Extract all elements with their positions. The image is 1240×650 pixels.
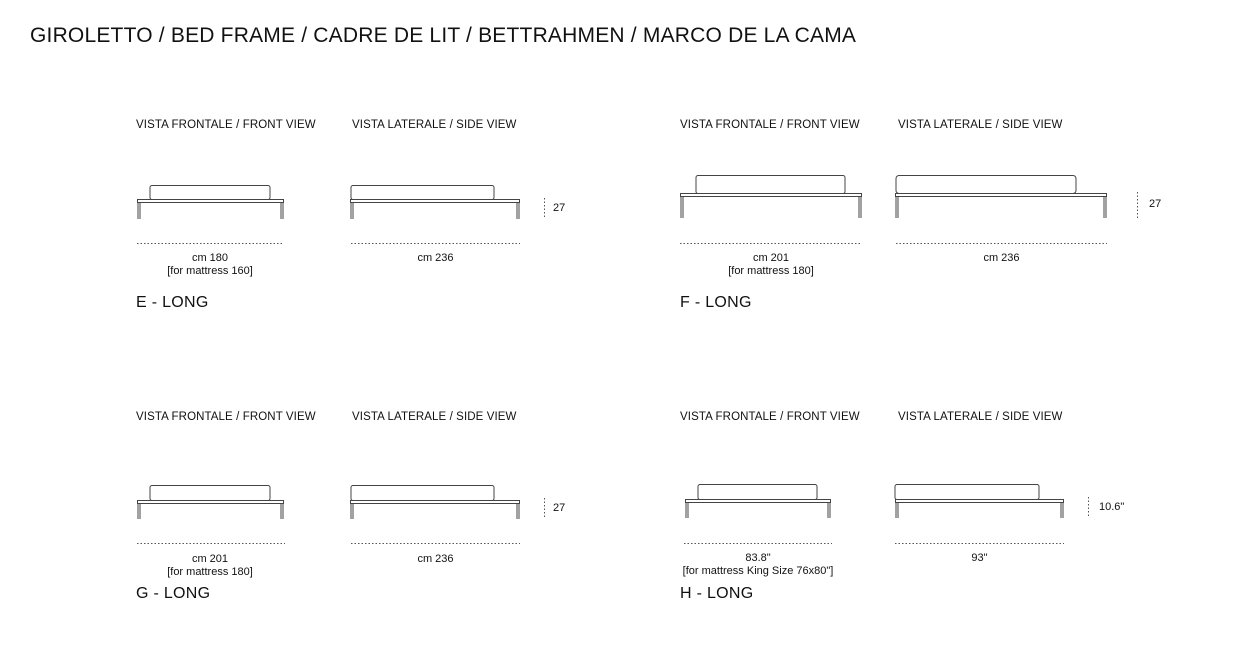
mattress-shape <box>895 485 1039 500</box>
model-name: E - LONG <box>136 294 209 311</box>
height-value: 27 <box>1149 198 1162 210</box>
length-value: 93" <box>971 552 988 564</box>
front-view-label: VISTA FRONTALE / FRONT VIEW <box>136 119 316 131</box>
length-value: cm 236 <box>983 252 1020 264</box>
width-line-2: [for mattress 180] <box>167 566 253 578</box>
front-view-label: VISTA FRONTALE / FRONT VIEW <box>680 411 860 423</box>
length-value: cm 236 <box>417 553 454 565</box>
model-name: F - LONG <box>680 294 752 311</box>
width-line-2: [for mattress 180] <box>728 265 814 277</box>
width-line-2: [for mattress 160] <box>167 265 253 277</box>
width-value <box>668 552 848 578</box>
width-line-1: cm 201 <box>191 553 229 565</box>
model-name: G - LONG <box>136 585 211 602</box>
side-view-label: VISTA LATERALE / SIDE VIEW <box>352 411 517 423</box>
width-line-1: cm 180 <box>191 252 229 264</box>
model-name: H - LONG <box>680 585 754 602</box>
height-value: 27 <box>553 502 566 514</box>
page-title: GIROLETTO / BED FRAME / CADRE DE LIT / BETTRAHMEN / MARCO DE LA CAMA <box>30 24 857 47</box>
length-value: cm 236 <box>417 252 454 264</box>
side-view-label: VISTA LATERALE / SIDE VIEW <box>898 411 1063 423</box>
width-line-2: [for mattress King Size 76x80"] <box>682 565 834 577</box>
front-view-label: VISTA FRONTALE / FRONT VIEW <box>136 411 316 423</box>
frame-top <box>896 500 1064 503</box>
front-view-label: VISTA FRONTALE / FRONT VIEW <box>680 119 860 131</box>
side-view-label: VISTA LATERALE / SIDE VIEW <box>352 119 517 131</box>
width-line-1: 83.8" <box>745 552 771 564</box>
side-view-label: VISTA LATERALE / SIDE VIEW <box>898 119 1063 131</box>
height-value: 27 <box>553 202 566 214</box>
height-value: 10.6" <box>1099 501 1125 513</box>
width-line-1: cm 201 <box>752 252 790 264</box>
